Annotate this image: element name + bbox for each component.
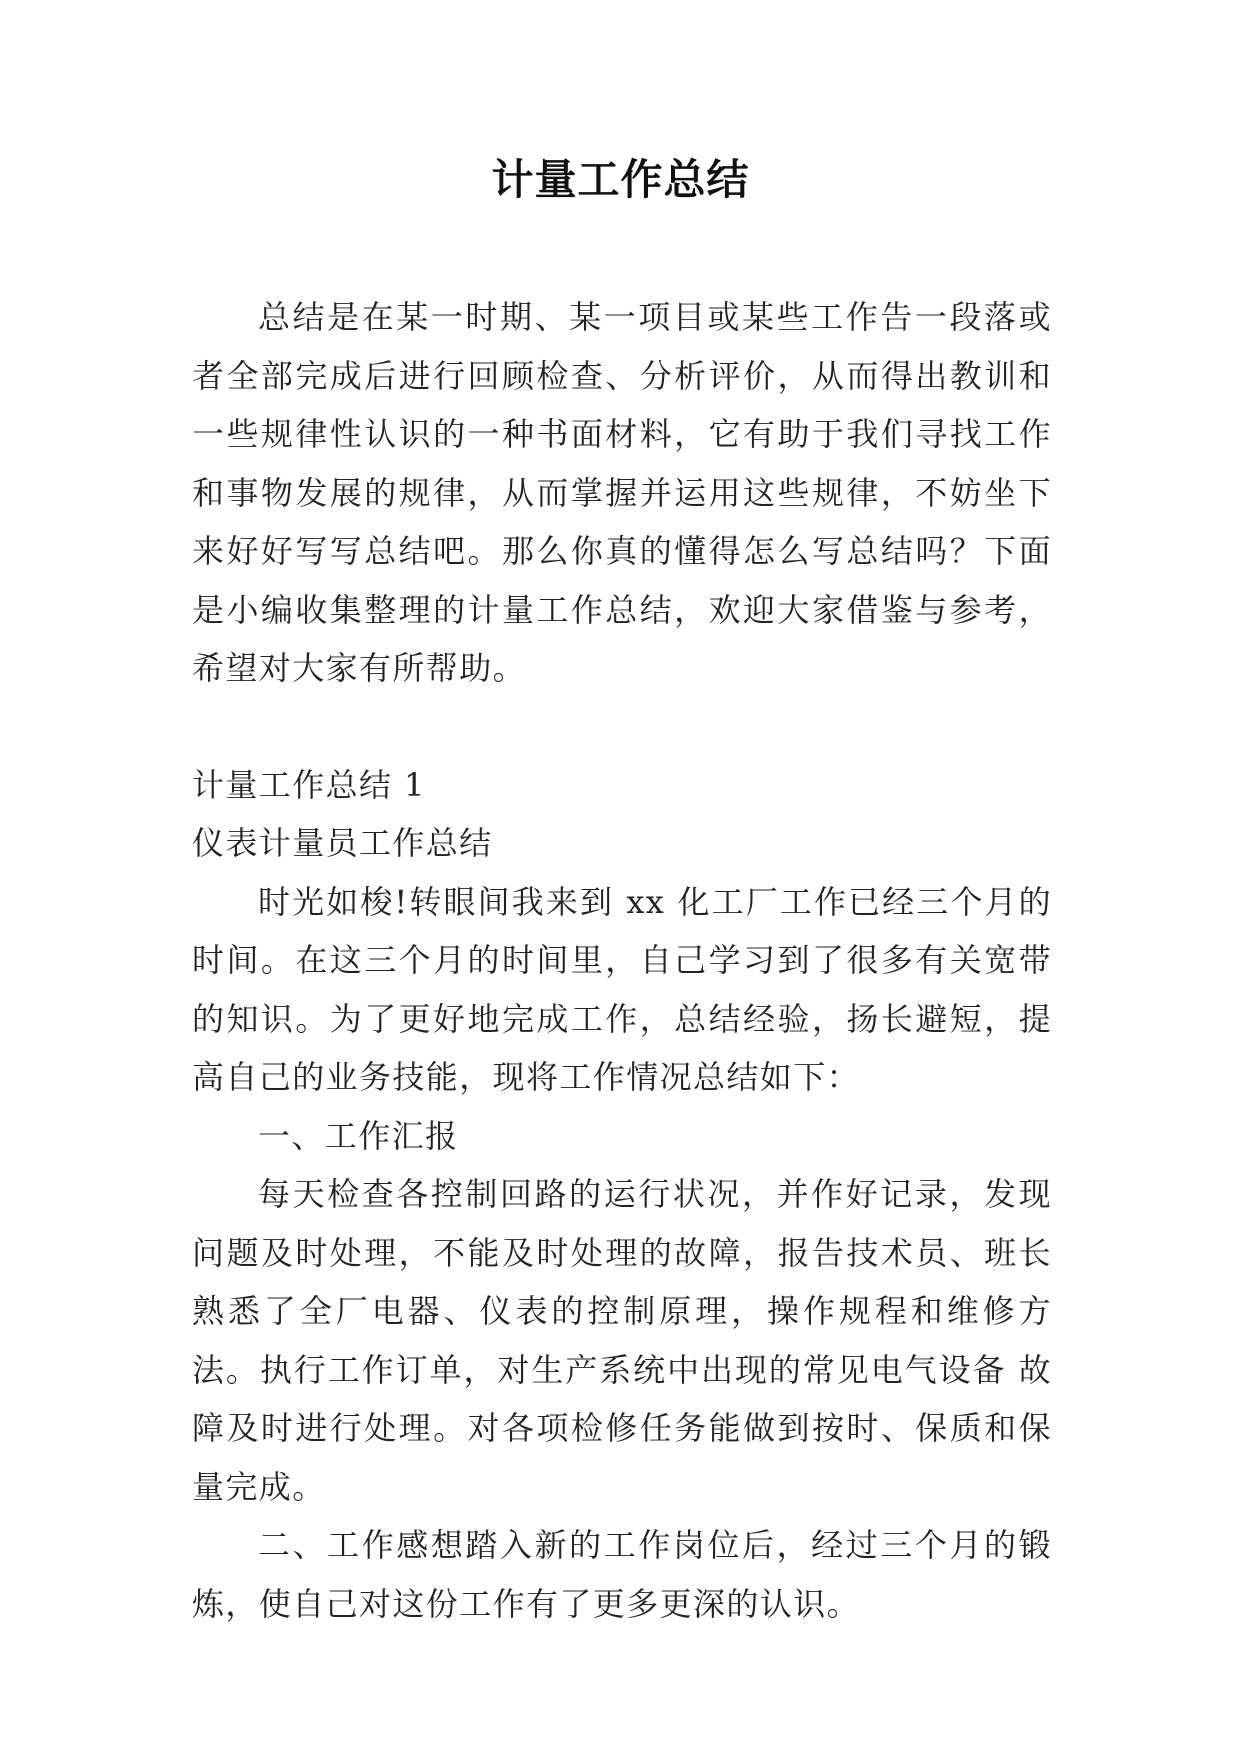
list-heading-work-report: 一、工作汇报: [258, 1116, 459, 1155]
body-paragraph-3: 二、工作感想踏入新的工作岗位后，经过三个月的锻炼，使自己对这份工作有了更多更深的认识。: [192, 1526, 1052, 1623]
document-body: [192, 288, 1052, 1633]
section-subtitle: 仪表计量员工作总结: [192, 824, 493, 862]
intro-paragraph: 总结是在某一时期、某一项目或某些工作告一段落或者全部完成后进行回顾检查、分析评价，从而得出教训和一些规律性认识的一种书面材料，它有助于我们寻找工作和事物发展的规律，从而掌握并运用这些规律，不妨坐下来好好写写总结吧。那么你真的懂得怎么写总结吗？下面是小编收集整理的计量工作总结，欢迎大家借鉴与参考，希望对大家有所帮助。: [192, 298, 1052, 687]
body-paragraph-2: 每天检查各控制回路的运行状况，并作好记录，发现问题及时处理，不能及时处理的故障，报告技术员、班长熟悉了全厂电器、仪表的控制原理，操作规程和维修方法。执行工作订单，对生产系统中出现的常见电气设备 故障及时进行处理。对各项检修任务能做到按时、保质和保量完成。: [192, 1175, 1052, 1506]
section-heading: 计量工作总结 1: [192, 765, 426, 804]
paragraph-spacer: [192, 698, 1052, 756]
document-title: 计量工作总结: [491, 155, 750, 204]
body-paragraph-1: 时光如梭!转眼间我来到 xx 化工厂工作已经三个月的时间。在这三个月的时间里，自己学习到了很多有关宽带的知识。为了更好地完成工作，总结经验，扬长避短，提高自己的业务技能，现将工作情况总结如下：: [192, 882, 1052, 1096]
